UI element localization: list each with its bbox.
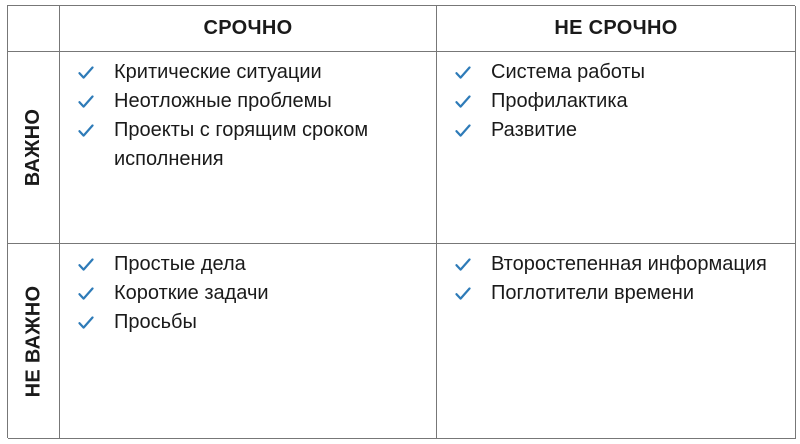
corner-cell bbox=[8, 6, 60, 52]
list-item bbox=[455, 87, 785, 116]
list-item-text: Профилактика bbox=[491, 90, 628, 112]
quadrant-not-important-urgent bbox=[60, 244, 437, 439]
list-item-text: Неотложные проблемы bbox=[114, 90, 332, 112]
item-list bbox=[60, 244, 436, 337]
list-item-text: Поглотители времени bbox=[491, 282, 695, 304]
checkmark-icon bbox=[455, 279, 491, 308]
row-header-not-important bbox=[8, 244, 60, 439]
list-item-text: Короткие задачи bbox=[114, 282, 269, 304]
checkmark-icon bbox=[78, 250, 114, 279]
quadrant-not-important-not-urgent bbox=[437, 244, 796, 439]
list-item bbox=[78, 58, 426, 87]
column-header-label: СРОЧНО bbox=[203, 17, 293, 39]
list-item-text: Система работы bbox=[491, 61, 646, 83]
list-item bbox=[78, 87, 426, 116]
list-item bbox=[455, 250, 785, 279]
list-item-text: Простые дела bbox=[114, 253, 246, 275]
item-list bbox=[437, 52, 795, 145]
checkmark-icon bbox=[78, 58, 114, 87]
list-item bbox=[78, 279, 426, 308]
checkmark-icon bbox=[78, 308, 114, 337]
column-header-label: НЕ СРОЧНО bbox=[554, 17, 678, 39]
row-header-label: ВАЖНО bbox=[22, 108, 44, 187]
list-item-text: Проекты с горящим сроком исполнения bbox=[114, 119, 369, 170]
checkmark-icon bbox=[455, 116, 491, 145]
quadrant-important-not-urgent bbox=[437, 52, 796, 244]
list-item-text: Развитие bbox=[491, 119, 577, 141]
eisenhower-matrix bbox=[7, 5, 795, 438]
list-item-text: Второстепенная информация bbox=[491, 253, 767, 275]
column-header-urgent bbox=[60, 6, 437, 52]
list-item bbox=[455, 58, 785, 87]
list-item bbox=[455, 116, 785, 145]
row-header-label: НЕ ВАЖНО bbox=[22, 285, 44, 397]
item-list bbox=[437, 244, 795, 308]
quadrant-important-urgent bbox=[60, 52, 437, 244]
column-header-not-urgent bbox=[437, 6, 796, 52]
checkmark-icon bbox=[78, 87, 114, 116]
checkmark-icon bbox=[78, 279, 114, 308]
list-item bbox=[455, 279, 785, 308]
checkmark-icon bbox=[78, 116, 114, 145]
checkmark-icon bbox=[455, 58, 491, 87]
checkmark-icon bbox=[455, 250, 491, 279]
checkmark-icon bbox=[455, 87, 491, 116]
list-item-text: Критические ситуации bbox=[114, 61, 322, 83]
row-header-important bbox=[8, 52, 60, 244]
item-list bbox=[60, 52, 436, 174]
list-item bbox=[78, 250, 426, 279]
list-item-text: Просьбы bbox=[114, 311, 197, 333]
list-item bbox=[78, 116, 426, 174]
list-item bbox=[78, 308, 426, 337]
